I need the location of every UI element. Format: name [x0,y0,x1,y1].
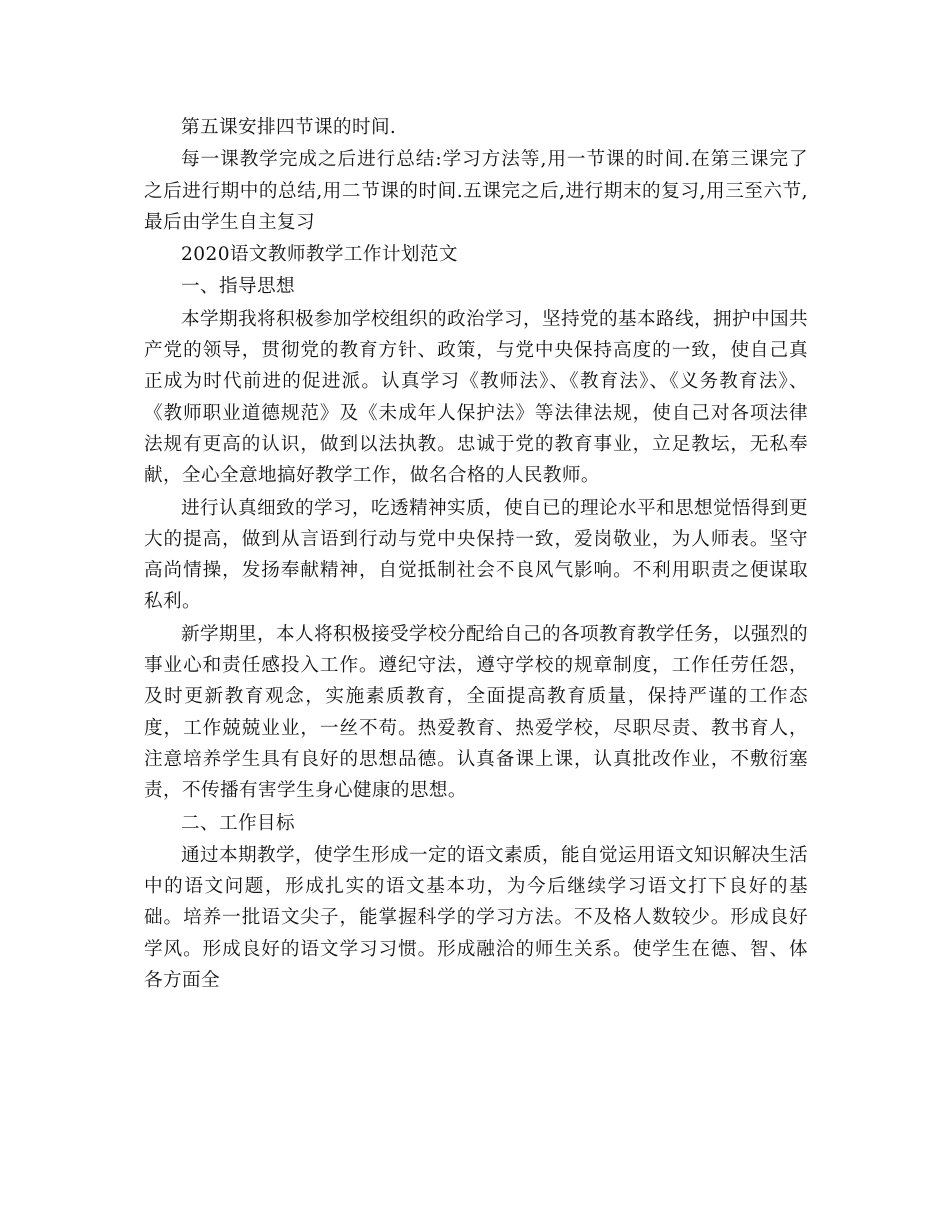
paragraph-new-semester: 新学期里，本人将积极接受学校分配给自己的各项教育教学任务，以强烈的事业心和责任感投入工作。遵纪守法，遵守学校的规章制度，工作任劳任怨，及时更新教育观念，实施素质教育，全面提高教育质量，保持严谨的工作态度，工作兢兢业业，一丝不苟。热爱教育、热爱学校，尽职尽责、教书育人，注意培养学生具有良好的思想品德。认真备课上课，认真批改作业，不敷衍塞责，不传播有害学生身心健康的思想。 [144,623,808,802]
paragraph-careful-study: 进行认真细致的学习，吃透精神实质，使自已的理论水平和思想觉悟得到更大的提高，做到从言语到行动与党中央保持一致，爱岗敬业，为人师表。坚守高尚情操，发扬奉献精神，自觉抵制社会不良风气影响。不利用职责之便谋取私利。 [144,497,808,613]
paragraph-political-study: 本学期我将积极参加学校组织的政治学习，坚持党的基本路线，拥护中国共产党的领导，贯彻党的教育方针、政策，与党中央保持高度的一致，使自己真正成为时代前进的促进派。认真学习《教师法》、《教育法》、《义务教育法》、《教师职业道德规范》及《未成年人保护法》等法律法规，使自己对各项法律法规有更高的认识，做到以法执教。忠诚于党的教育事业，立足教坛，无私奉献，全心全意地搞好教学工作，做名合格的人民教师。 [144,308,808,487]
section-heading-work-goals: 二、工作目标 [181,812,295,834]
paragraph-lesson-five: 第五课安排四节课的时间. [181,117,397,138]
document-page [144,112,808,1212]
paragraph-summary-schedule: 每一课教学完成之后进行总结:学习方法等,用一节课的时间.在第三课完了之后进行期中的总结,用二节课的时间.五课完之后,进行期末的复习,用三至六节,最后由学生自主复习 [144,149,808,233]
document-title: 2020语文教师教学工作计划范文 [181,244,458,266]
paragraph-teaching-goals: 通过本期教学，使学生形成一定的语文素质，能自觉运用语文知识解决生活中的语文问题，形成扎实的语文基本功，为今后继续学习语文打下良好的基础。培养一批语文尖子，能掌握科学的学习方法。不及格人数较少。形成良好学风。形成良好的语文学习习惯。形成融洽的师生关系。使学生在德、智、体各方面全 [144,844,808,992]
section-heading-guiding-ideas: 一、指导思想 [181,276,295,298]
